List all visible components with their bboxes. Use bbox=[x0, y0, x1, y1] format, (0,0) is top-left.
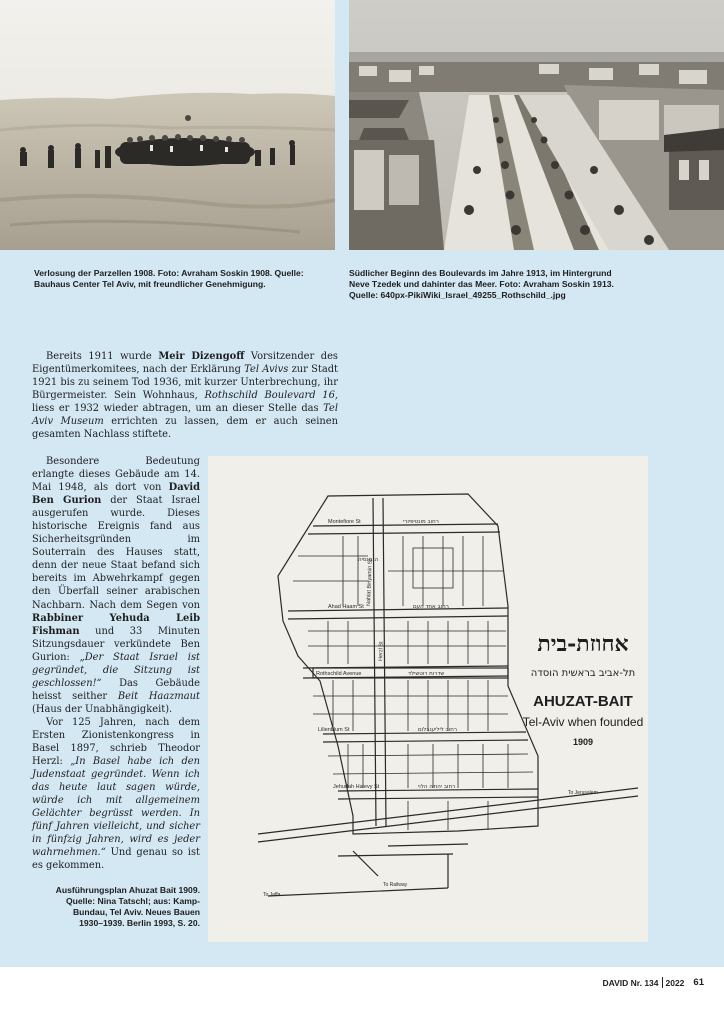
plan-subtitle-latin: Tel-Aviv when founded bbox=[522, 715, 644, 729]
plan-label-jaffa: To Jaffa bbox=[263, 892, 281, 898]
plan-label-herzl: Herzl St bbox=[378, 641, 385, 662]
photo-right-caption bbox=[349, 268, 709, 301]
plan-label-lilienblum-heb: רחוב ליליענבלום bbox=[418, 727, 457, 733]
plan-label-yehudah-halevy: Jehudah Halevy St bbox=[333, 784, 380, 790]
caption-line: Quelle: Nina Tatschl; aus: Kamp- bbox=[65, 896, 200, 906]
plan-label-rothschild-heb: שדרות רוטשילד bbox=[408, 671, 445, 677]
plan-caption bbox=[30, 885, 200, 929]
plan-subtitle-hebrew: תל-אביב בראשית הוסדה bbox=[530, 668, 636, 679]
caption-line: Südlicher Beginn des Boulevards im Jahre 1913, im Hintergrund bbox=[349, 268, 612, 278]
photo-lottery-1908 bbox=[0, 0, 335, 250]
plan-label-jerusalem: To Jerusalem bbox=[568, 790, 598, 796]
page-number: 61 bbox=[693, 977, 704, 988]
footer-magazine: DAVID Nr. 134 bbox=[602, 977, 659, 988]
plan-label-ahad-haam-heb: רחוב אחד העם bbox=[413, 604, 449, 610]
plan-ahuzat-bait-1909 bbox=[208, 456, 648, 942]
caption-line: Neve Tzedek und dahinter das Meer. Foto: Avraham Soskin 1913. bbox=[349, 279, 614, 289]
name-ben-gurion: David Ben Gurion bbox=[32, 482, 200, 507]
plan-year: 1909 bbox=[572, 737, 594, 747]
name-fishman: Rabbiner Yehuda Leib Fishman bbox=[32, 612, 200, 637]
plan-label-montefiore-heb: רחוב מונטיפיורי bbox=[403, 519, 439, 525]
photo-left-caption: Verlosung der Parzellen 1908. Foto: Avraham Soskin 1908. Quelle: Bauhaus Center Tel Aviv, mit freundlicher Genehmigung. bbox=[34, 268, 304, 289]
page-footer bbox=[602, 977, 704, 988]
name-dizengoff: Meir Dizengoff bbox=[158, 351, 245, 362]
plan-label-montefiore: Montefiore St bbox=[328, 519, 361, 525]
footer-year: 2022 bbox=[665, 977, 685, 988]
photo-boulevard-1913 bbox=[349, 0, 724, 250]
caption-line: Ausführungsplan Ahuzat Bait 1909. bbox=[55, 885, 200, 895]
plan-title-hebrew: אחוזת-בית bbox=[537, 631, 629, 657]
caption-line: Quelle: 640px-PikiWiki_Israel_49255_Rothschild_.jpg bbox=[349, 290, 566, 300]
plan-label-nahlat: Nahlat Binyamin St bbox=[366, 559, 374, 607]
article-paragraph-2: Besondere Bedeutung erlangte dieses Gebäude am 14. Mai 1948, als dort von David Ben Gurion der Staat Israel ausgerufen wurde. Dieses historische Ereignis fand aus Sicherheitsgründen im Souterrain des Hauses statt, denn der neue Staat befand sich bereits im Abwehrkampf gegen den Überfall seiner arabischen Nachbarn. Nach dem Segen von Rabbiner Yehuda Leib Fishman und 33 Minuten Sitzungsdauer verkündete Ben Gurion: „Der Staat Israel ist gegründet, die Sitzung ist geschlossen!“ Das Gebäude heisst seither Beit Haazmaut (Haus der Unabhängigkeit). Vor 125 Jahren, nach dem Ersten Zionistenkongress in Basel 1897, schrieb Theodor Herzl: „In Basel habe ich den Judenstaat gegründet. Wenn ich das heute laut sagen würde, würde ich mit allgemeinem Gelächter begrüsst werden. In fünf Jahren vielleicht, und sicher in fünfzig Jahren, wird es jeder wahrnehmen.“ Und genau so ist es gekommen. bbox=[32, 456, 200, 872]
plan-label-railway: To Railway bbox=[383, 882, 408, 888]
article-paragraph-1: Bereits 1911 wurde Meir Dizengoff Vorsitzender des Eigentümerkomitees, nach der Erklärung Tel Avivs zur Stadt 1921 bis zu seinem Tod 1936, mit kurzer Unterbrechung, ihr Bürgermeister. Sein Wohnhaus, Rothschild Boulevard 16, liess er 1932 wieder abtragen, um an dieser Stelle das Tel Aviv Museum errichten zu lassen, dem er auch seinen gesamten Nachlass stiftete. bbox=[32, 351, 339, 441]
plan-label-gymnasium: הגמנסיה bbox=[358, 557, 379, 563]
plan-label-yehudah-halevy-heb: רחוב יהודה הלוי bbox=[418, 784, 456, 790]
plan-label-ahad-haam: Ahad Haam St bbox=[328, 604, 364, 610]
plan-title-latin: AHUZAT-BAIT bbox=[533, 693, 633, 710]
footer-separator bbox=[662, 977, 663, 988]
caption-line: 1930–1939. Berlin 1993, S. 20. bbox=[79, 918, 200, 928]
plan-label-lilienblum: Lilienblum St bbox=[318, 727, 350, 733]
herzl-quote: „In Basel habe ich den Judenstaat gegründet. Wenn ich das heute laut sagen würde, würde ich mit allgemeinem Gelächter begrüsst werden. In fünf Jahren vielleicht, und sicher in fünfzig Jahren, wird es jeder wahrnehmen.“ bbox=[32, 756, 200, 859]
plan-label-rothschild: Rothschild Avenue bbox=[316, 671, 362, 677]
caption-line: Bundau, Tel Aviv. Neues Bauen bbox=[72, 907, 200, 917]
